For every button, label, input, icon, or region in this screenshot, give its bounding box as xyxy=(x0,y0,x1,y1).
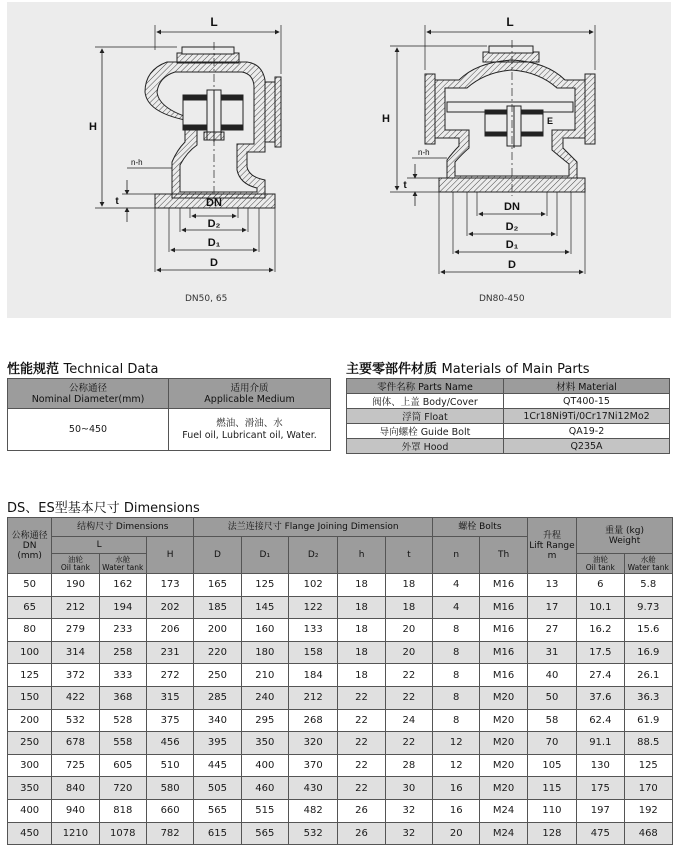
tech-title-cn: 性能规范 xyxy=(7,362,60,377)
header-weight-en: Weight xyxy=(608,535,641,546)
table-cell: 212 xyxy=(52,596,99,619)
table-cell: 173 xyxy=(146,574,193,597)
table-cell: 133 xyxy=(288,619,337,642)
left-label-D1: D₁ xyxy=(207,237,221,249)
table-cell: 50 xyxy=(8,574,52,597)
table-cell: 32 xyxy=(385,799,432,822)
table-cell: 6 xyxy=(577,574,624,597)
table-cell: 5.8 xyxy=(624,574,673,597)
header-water-cn: 水舱 xyxy=(115,554,131,564)
table-row xyxy=(8,799,673,822)
dimensions-table xyxy=(7,517,673,845)
table-cell: 20 xyxy=(385,619,432,642)
right-label-nh: n-h xyxy=(418,148,430,157)
table-cell: 505 xyxy=(194,777,241,800)
table-cell: 40 xyxy=(527,664,576,687)
material-row xyxy=(347,394,670,409)
tech-header-diameter xyxy=(8,379,169,409)
table-row xyxy=(8,686,673,709)
table-cell: 240 xyxy=(241,686,288,709)
table-cell: 88.5 xyxy=(624,732,673,755)
table-cell: 320 xyxy=(288,732,337,755)
table-cell: 250 xyxy=(194,664,241,687)
table-cell: 482 xyxy=(288,799,337,822)
table-cell: M20 xyxy=(480,686,527,709)
table-cell: 295 xyxy=(241,709,288,732)
header-weight-water-cn: 水舱 xyxy=(640,554,656,564)
table-cell: 115 xyxy=(527,777,576,800)
table-cell: 26 xyxy=(338,822,385,845)
table-row xyxy=(8,574,673,597)
left-drawing-caption: DN50, 65 xyxy=(185,294,228,304)
table-cell: M20 xyxy=(480,709,527,732)
table-cell: 300 xyxy=(8,754,52,777)
table-cell: 162 xyxy=(99,574,146,597)
drawing-panel xyxy=(7,2,671,318)
table-cell: 279 xyxy=(52,619,99,642)
table-cell: 445 xyxy=(194,754,241,777)
header-weight-water-en: Water tank xyxy=(627,562,669,572)
table-cell: 725 xyxy=(52,754,99,777)
material-value: QA19-2 xyxy=(504,424,670,439)
header-Th: Th xyxy=(480,537,527,574)
table-cell: 16.9 xyxy=(624,641,673,664)
right-label-E: E xyxy=(547,116,554,126)
tech-header-diameter-cn: 公称通径 xyxy=(68,382,107,394)
table-cell: 782 xyxy=(146,822,193,845)
header-D1: D₁ xyxy=(241,537,288,574)
table-cell: 27.4 xyxy=(577,664,624,687)
table-cell: 368 xyxy=(99,686,146,709)
tech-title xyxy=(7,358,158,377)
table-cell: 190 xyxy=(52,574,99,597)
table-cell: 158 xyxy=(288,641,337,664)
table-cell: 206 xyxy=(146,619,193,642)
header-t: t xyxy=(385,537,432,574)
table-cell: 65 xyxy=(8,596,52,619)
tech-table xyxy=(7,378,331,451)
header-L-oil xyxy=(52,554,99,574)
table-cell: 258 xyxy=(99,641,146,664)
table-cell: 400 xyxy=(241,754,288,777)
header-dn-cn: 公称通径 xyxy=(11,530,48,541)
table-cell: 20 xyxy=(433,822,480,845)
tech-title-en: Technical Data xyxy=(63,362,159,377)
dimensions-title: DS、ES型基本尺寸 Dimensions xyxy=(7,501,200,516)
header-dn xyxy=(8,518,52,574)
table-cell: 31 xyxy=(527,641,576,664)
tech-medium-cn: 燃油、滑油、水 xyxy=(216,417,283,429)
table-row xyxy=(8,596,673,619)
materials-header-material: 材料 Material xyxy=(504,379,670,394)
header-h: h xyxy=(338,537,385,574)
table-cell: 400 xyxy=(8,799,52,822)
table-cell: 125 xyxy=(241,574,288,597)
table-cell: 350 xyxy=(241,732,288,755)
table-cell: 16 xyxy=(433,799,480,822)
table-cell: 314 xyxy=(52,641,99,664)
table-cell: M16 xyxy=(480,596,527,619)
table-cell: 8 xyxy=(433,664,480,687)
table-cell: 660 xyxy=(146,799,193,822)
table-cell: 36.3 xyxy=(624,686,673,709)
table-row xyxy=(8,619,673,642)
table-cell: 475 xyxy=(577,822,624,845)
table-cell: 125 xyxy=(8,664,52,687)
table-cell: 22 xyxy=(385,686,432,709)
table-cell: 160 xyxy=(241,619,288,642)
table-cell: 20 xyxy=(385,641,432,664)
material-part: 外罩 Hood xyxy=(347,439,504,454)
table-cell: 18 xyxy=(338,641,385,664)
table-cell: 395 xyxy=(194,732,241,755)
left-label-DN: DN xyxy=(206,197,222,209)
table-cell: 26.1 xyxy=(624,664,673,687)
table-cell: 565 xyxy=(194,799,241,822)
table-cell: 340 xyxy=(194,709,241,732)
table-cell: 370 xyxy=(288,754,337,777)
header-weight-oil xyxy=(577,554,624,574)
table-cell: 22 xyxy=(338,709,385,732)
header-lift-en: Lift Range xyxy=(529,540,575,551)
table-row xyxy=(8,777,673,800)
table-cell: 150 xyxy=(8,686,52,709)
tech-medium xyxy=(169,409,331,451)
table-cell: 18 xyxy=(338,574,385,597)
table-cell: 10.1 xyxy=(577,596,624,619)
right-label-D: D xyxy=(508,259,516,271)
table-cell: 194 xyxy=(99,596,146,619)
table-row xyxy=(8,664,673,687)
table-cell: 91.1 xyxy=(577,732,624,755)
table-cell: 720 xyxy=(99,777,146,800)
table-cell: 202 xyxy=(146,596,193,619)
table-cell: 125 xyxy=(624,754,673,777)
table-cell: 580 xyxy=(146,777,193,800)
table-cell: 422 xyxy=(52,686,99,709)
table-cell: 16 xyxy=(433,777,480,800)
material-part: 阀体、上盖 Body/Cover xyxy=(347,394,504,409)
header-bolts: 螺栓 Bolts xyxy=(433,518,528,537)
table-cell: 460 xyxy=(241,777,288,800)
table-cell: 8 xyxy=(433,686,480,709)
table-cell: 940 xyxy=(52,799,99,822)
table-cell: 430 xyxy=(288,777,337,800)
table-cell: 12 xyxy=(433,754,480,777)
table-cell: M20 xyxy=(480,754,527,777)
table-cell: 565 xyxy=(241,822,288,845)
table-cell: 1078 xyxy=(99,822,146,845)
table-cell: 450 xyxy=(8,822,52,845)
right-label-L: L xyxy=(506,15,514,29)
header-weight-cn: 重量 (kg) xyxy=(605,525,644,536)
table-cell: 4 xyxy=(433,596,480,619)
table-cell: M16 xyxy=(480,641,527,664)
table-cell: 375 xyxy=(146,709,193,732)
table-cell: M24 xyxy=(480,799,527,822)
table-row xyxy=(8,754,673,777)
table-cell: 8 xyxy=(433,709,480,732)
right-label-DN: DN xyxy=(504,201,520,213)
table-cell: 170 xyxy=(624,777,673,800)
table-cell: 8 xyxy=(433,619,480,642)
left-label-D: D xyxy=(210,257,218,269)
material-value: 1Cr18Ni9Ti/0Cr17Ni12Mo2 xyxy=(504,409,670,424)
table-cell: 18 xyxy=(338,619,385,642)
material-row xyxy=(347,409,670,424)
header-lift-cn: 升程 xyxy=(542,530,561,541)
left-label-D2: D₂ xyxy=(207,218,221,230)
table-cell: 22 xyxy=(338,777,385,800)
table-cell: 18 xyxy=(385,574,432,597)
right-label-D1: D₁ xyxy=(505,239,519,251)
table-cell: 272 xyxy=(146,664,193,687)
table-cell: 678 xyxy=(52,732,99,755)
table-cell: 615 xyxy=(194,822,241,845)
table-cell: 17.5 xyxy=(577,641,624,664)
material-row xyxy=(347,439,670,454)
table-row xyxy=(8,641,673,664)
table-cell: 1210 xyxy=(52,822,99,845)
table-cell: 558 xyxy=(99,732,146,755)
table-cell: 26 xyxy=(338,799,385,822)
table-cell: 200 xyxy=(8,709,52,732)
table-cell: M16 xyxy=(480,664,527,687)
table-cell: 212 xyxy=(288,686,337,709)
tech-header-medium-cn: 适用介质 xyxy=(230,382,269,394)
table-cell: 145 xyxy=(241,596,288,619)
table-cell: 22 xyxy=(385,664,432,687)
header-dn-unit: (mm) xyxy=(17,550,42,561)
tech-header-medium-en: Applicable Medium xyxy=(204,393,295,405)
table-cell: 220 xyxy=(194,641,241,664)
table-cell: 18 xyxy=(385,596,432,619)
table-cell: 175 xyxy=(577,777,624,800)
table-cell: 61.9 xyxy=(624,709,673,732)
table-cell: M16 xyxy=(480,574,527,597)
table-cell: M20 xyxy=(480,777,527,800)
table-cell: 184 xyxy=(288,664,337,687)
header-lift xyxy=(527,518,576,574)
header-oil-cn: 油轮 xyxy=(67,554,83,564)
table-cell: 180 xyxy=(241,641,288,664)
material-row xyxy=(347,424,670,439)
table-cell: 840 xyxy=(52,777,99,800)
table-cell: 18 xyxy=(338,664,385,687)
table-cell: 27 xyxy=(527,619,576,642)
material-value: QT400-15 xyxy=(504,394,670,409)
table-cell: 58 xyxy=(527,709,576,732)
table-cell: 532 xyxy=(288,822,337,845)
table-cell: 102 xyxy=(288,574,337,597)
table-cell: 50 xyxy=(527,686,576,709)
table-cell: 105 xyxy=(527,754,576,777)
material-part: 浮筒 Float xyxy=(347,409,504,424)
table-cell: 122 xyxy=(288,596,337,619)
header-D2: D₂ xyxy=(288,537,337,574)
table-cell: 9.73 xyxy=(624,596,673,619)
tech-header-medium xyxy=(169,379,331,409)
header-dn-label: DN xyxy=(22,540,37,551)
table-cell: 13 xyxy=(527,574,576,597)
table-cell: 818 xyxy=(99,799,146,822)
header-struct: 结构尺寸 Dimensions xyxy=(52,518,194,537)
table-cell: 510 xyxy=(146,754,193,777)
table-cell: 285 xyxy=(194,686,241,709)
table-row xyxy=(8,732,673,755)
table-cell: 80 xyxy=(8,619,52,642)
table-cell: 37.6 xyxy=(577,686,624,709)
table-cell: 268 xyxy=(288,709,337,732)
table-cell: 100 xyxy=(8,641,52,664)
table-cell: 315 xyxy=(146,686,193,709)
table-cell: 16.2 xyxy=(577,619,624,642)
table-cell: 532 xyxy=(52,709,99,732)
table-cell: 192 xyxy=(624,799,673,822)
table-cell: 18 xyxy=(338,596,385,619)
header-weight-oil-en: Oil tank xyxy=(585,562,615,572)
tech-header-diameter-en: Nominal Diameter(mm) xyxy=(31,393,145,405)
table-cell: M20 xyxy=(480,732,527,755)
table-cell: 30 xyxy=(385,777,432,800)
table-cell: 22 xyxy=(385,732,432,755)
table-cell: 233 xyxy=(99,619,146,642)
table-cell: 372 xyxy=(52,664,99,687)
table-cell: 197 xyxy=(577,799,624,822)
right-label-D2: D₂ xyxy=(505,221,519,233)
materials-title-cn: 主要零部件材质 xyxy=(346,362,438,377)
header-weight-oil-cn: 油轮 xyxy=(592,554,608,564)
table-cell: 165 xyxy=(194,574,241,597)
table-cell: 22 xyxy=(338,754,385,777)
header-H: H xyxy=(146,537,193,574)
table-cell: 231 xyxy=(146,641,193,664)
table-cell: 210 xyxy=(241,664,288,687)
right-label-t: t xyxy=(403,180,407,191)
table-cell: 350 xyxy=(8,777,52,800)
table-cell: 110 xyxy=(527,799,576,822)
table-cell: M24 xyxy=(480,822,527,845)
right-drawing-caption: DN80-450 xyxy=(479,294,525,304)
table-cell: 185 xyxy=(194,596,241,619)
material-part: 导向螺栓 Guide Bolt xyxy=(347,424,504,439)
table-cell: 24 xyxy=(385,709,432,732)
table-cell: 200 xyxy=(194,619,241,642)
left-label-L: L xyxy=(210,15,218,29)
dimensions-body xyxy=(8,574,673,845)
table-cell: 22 xyxy=(338,732,385,755)
left-valve-drawing xyxy=(95,25,281,272)
table-row xyxy=(8,709,673,732)
table-cell: 130 xyxy=(577,754,624,777)
table-cell: 250 xyxy=(8,732,52,755)
header-weight-water xyxy=(624,554,673,574)
table-cell: 12 xyxy=(433,732,480,755)
table-cell: 32 xyxy=(385,822,432,845)
table-cell: 605 xyxy=(99,754,146,777)
header-n: n xyxy=(433,537,480,574)
table-cell: 62.4 xyxy=(577,709,624,732)
materials-title-en: Materials of Main Parts xyxy=(441,362,590,377)
table-cell: 22 xyxy=(338,686,385,709)
table-cell: 528 xyxy=(99,709,146,732)
table-cell: 8 xyxy=(433,641,480,664)
table-cell: 17 xyxy=(527,596,576,619)
trap-drawings xyxy=(7,2,671,318)
table-cell: 4 xyxy=(433,574,480,597)
left-label-t: t xyxy=(115,196,119,207)
header-lift-unit: m xyxy=(547,550,557,561)
table-row xyxy=(8,822,673,845)
left-label-H: H xyxy=(89,121,97,133)
material-value: Q235A xyxy=(504,439,670,454)
materials-table xyxy=(346,378,670,454)
tech-range: 50~450 xyxy=(8,409,169,451)
table-cell: 28 xyxy=(385,754,432,777)
table-cell: 515 xyxy=(241,799,288,822)
materials-title xyxy=(346,358,590,377)
header-D: D xyxy=(194,537,241,574)
header-L: L xyxy=(52,537,147,554)
header-L-water xyxy=(99,554,146,574)
left-label-nh: n-h xyxy=(131,158,143,167)
header-weight xyxy=(577,518,673,554)
tech-medium-en: Fuel oil, Lubricant oil, Water. xyxy=(182,429,317,441)
header-water-en: Water tank xyxy=(102,562,144,572)
table-cell: 128 xyxy=(527,822,576,845)
header-flange: 法兰连接尺寸 Flange Joining Dimension xyxy=(194,518,433,537)
table-cell: M16 xyxy=(480,619,527,642)
materials-header-part: 零件名称 Parts Name xyxy=(347,379,504,394)
table-cell: 70 xyxy=(527,732,576,755)
table-cell: 456 xyxy=(146,732,193,755)
right-label-H: H xyxy=(382,113,390,125)
table-cell: 15.6 xyxy=(624,619,673,642)
header-oil-en: Oil tank xyxy=(60,562,90,572)
table-cell: 468 xyxy=(624,822,673,845)
table-cell: 333 xyxy=(99,664,146,687)
